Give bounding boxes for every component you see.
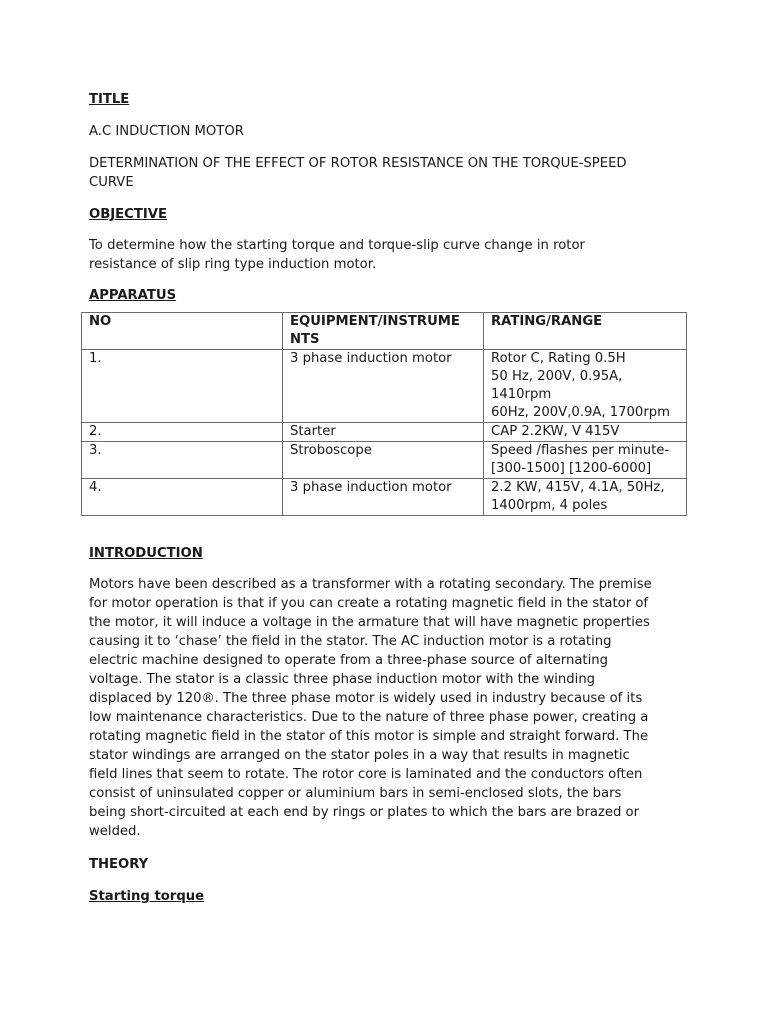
theory-heading: THEORY — [89, 857, 149, 872]
table-row — [82, 423, 687, 442]
table-row — [82, 442, 687, 479]
starting-torque-heading: Starting torque — [89, 889, 205, 904]
row-equipment: Stroboscope — [283, 442, 484, 479]
introduction-heading: INTRODUCTION — [89, 546, 203, 561]
rating-line: 2.2 KW, 415V, 4.1A, 50Hz, — [491, 480, 665, 495]
rating-line: CAP 2.2KW, V 415V — [491, 424, 620, 439]
intro-line: voltage. The stator is a classic three phase induction motor with the winding — [89, 672, 596, 687]
intro-line: being short-circuited at each end by rings or plates to which the bars are brazed or — [89, 805, 640, 820]
subtitle-line-1: DETERMINATION OF THE EFFECT OF ROTOR RESISTANCE ON THE TORQUE-SPEED — [89, 156, 627, 171]
table-row — [82, 350, 687, 423]
header-equipment — [283, 313, 484, 350]
subtitle-line-2: CURVE — [89, 175, 134, 190]
intro-line: low maintenance characteristics. Due to the nature of three phase power, creating a — [89, 710, 649, 725]
objective-heading: OBJECTIVE — [89, 207, 167, 222]
table-row — [82, 479, 687, 516]
row-equipment: Starter — [283, 423, 484, 442]
intro-line: causing it to ‘chase’ the field in the stator. The AC induction motor is a rotating — [89, 634, 612, 649]
intro-line: electric machine designed to operate from a three-phase source of alternating — [89, 653, 608, 668]
rating-line: 1400rpm, 4 poles — [491, 498, 608, 513]
header-no: NO — [82, 313, 283, 350]
row-rating — [484, 423, 687, 442]
objective-text — [89, 236, 689, 274]
document-content — [89, 90, 689, 906]
title-line: A.C INDUCTION MOTOR — [89, 124, 244, 139]
intro-line: stator windings are arranged on the stator poles in a way that results in magnetic — [89, 748, 630, 763]
objective-line-2: resistance of slip ring type induction motor. — [89, 257, 377, 272]
rating-line: [300-1500] [1200-6000] — [491, 461, 652, 476]
intro-line: displaced by 120®. The three phase motor is widely used in industry because of its — [89, 691, 643, 706]
intro-line: field lines that seem to rotate. The rotor core is laminated and the conductors often — [89, 767, 643, 782]
intro-line: Motors have been described as a transformer with a rotating secondary. The premise — [89, 577, 652, 592]
row-no: 1. — [82, 350, 283, 423]
row-no: 2. — [82, 423, 283, 442]
introduction-text — [89, 575, 689, 841]
intro-line: welded. — [89, 824, 141, 839]
intro-line: for motor operation is that if you can create a rotating magnetic field in the stator of — [89, 596, 649, 611]
intro-line: consist of uninsulated copper or aluminium bars in semi-enclosed slots, the bars — [89, 786, 622, 801]
header-equipment-line-1: EQUIPMENT/INSTRUME — [290, 314, 460, 329]
objective-line-1: To determine how the starting torque and torque-slip curve change in rotor — [89, 238, 585, 253]
apparatus-heading: APPARATUS — [89, 288, 177, 303]
row-rating — [484, 350, 687, 423]
intro-line: rotating magnetic field in the stator of this motor is simple and straight forward. The — [89, 729, 649, 744]
rating-line: 1410rpm — [491, 387, 552, 402]
header-rating: RATING/RANGE — [484, 313, 687, 350]
row-rating — [484, 442, 687, 479]
row-equipment: 3 phase induction motor — [283, 350, 484, 423]
intro-line: the motor, it will induce a voltage in the armature that will have magnetic properties — [89, 615, 650, 630]
apparatus-table — [81, 312, 687, 516]
header-equipment-line-2: NTS — [290, 332, 320, 347]
row-equipment: 3 phase induction motor — [283, 479, 484, 516]
row-rating — [484, 479, 687, 516]
subtitle-text — [89, 154, 689, 192]
table-header-row — [82, 313, 687, 350]
rating-line: 50 Hz, 200V, 0.95A, — [491, 369, 623, 384]
row-no: 3. — [82, 442, 283, 479]
row-no: 4. — [82, 479, 283, 516]
rating-line: Rotor C, Rating 0.5H — [491, 351, 626, 366]
rating-line: 60Hz, 200V,0.9A, 1700rpm — [491, 405, 670, 420]
title-heading: TITLE — [89, 92, 130, 107]
rating-line: Speed /flashes per minute- — [491, 443, 670, 458]
